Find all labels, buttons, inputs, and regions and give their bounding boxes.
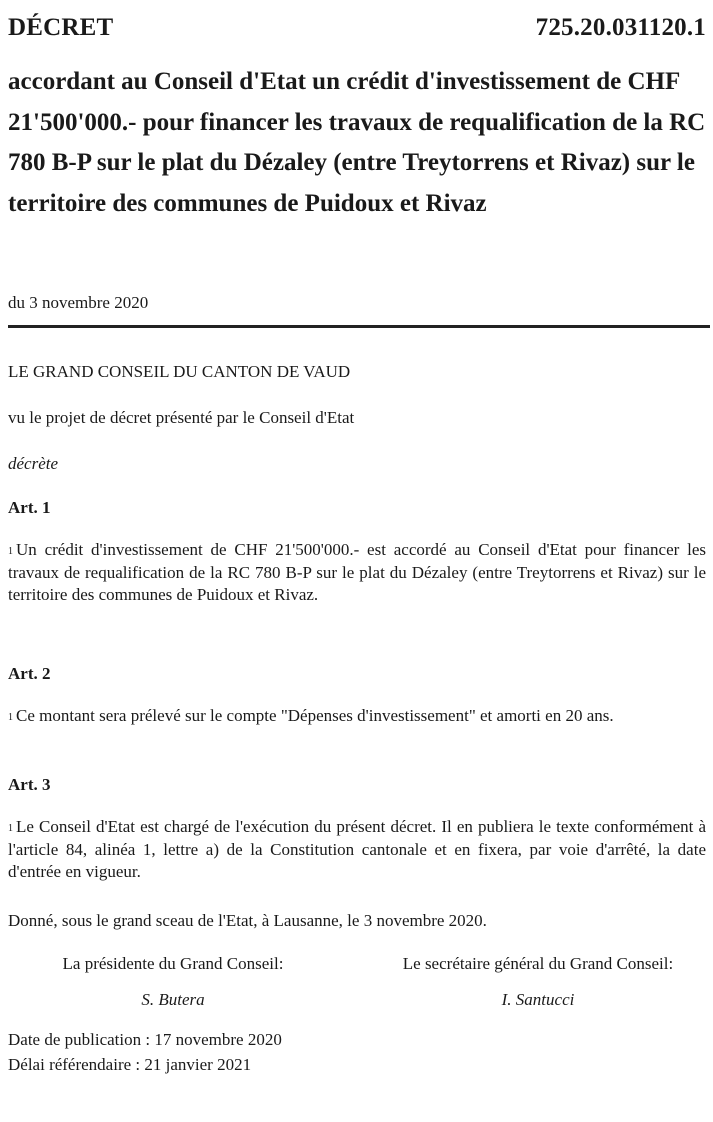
article-1-text bbox=[8, 539, 706, 607]
article-1-body: Un crédit d'investissement de CHF 21'500'000.- est accordé au Conseil d'Etat pour financer les travaux de requalification de la RC 780 B-P sur le plat du Dézaley (entre Treytorrens et Rivaz) sur le territoire des communes de Puidoux et Rivaz. bbox=[8, 540, 706, 604]
article-3-heading: Art. 3 bbox=[8, 775, 51, 794]
decree-title: accordant au Conseil d'Etat un crédit d'investissement de CHF 21'500'000.- pour financer les travaux de requalification de la RC 780 B-P sur le plat du Dézaley (entre Treytorrens et Rivaz) sur le territoire des communes de Puidoux et Rivaz bbox=[8, 68, 706, 217]
article-3-body: Le Conseil d'Etat est chargé de l'exécution du présent décret. Il en publiera le texte conformément à l'article 84, alinéa 1, lettre a) de la Constitution cantonale et en fixera, par voie d'arrêté, la date d'entrée en vigueur. bbox=[8, 817, 706, 881]
given-line: Donné, sous le grand sceau de l'Etat, à Lausanne, le 3 novembre 2020. bbox=[8, 911, 487, 930]
article-1-heading: Art. 1 bbox=[8, 498, 51, 517]
article-3-alinea-number: 1 bbox=[8, 823, 13, 834]
decree-word bbox=[8, 453, 706, 476]
document-type: DÉCRET bbox=[8, 14, 114, 41]
article-1-alinea-number: 1 bbox=[8, 546, 13, 557]
decree-verb: décrète bbox=[8, 454, 59, 473]
president-name: S. Butera bbox=[141, 990, 205, 1009]
decree-date: du 3 novembre 2020 bbox=[8, 293, 149, 312]
article-2-heading: Art. 2 bbox=[8, 664, 51, 683]
article-3-text bbox=[8, 816, 706, 884]
header-divider bbox=[8, 325, 710, 328]
document-number: 725.20.031120.1 bbox=[535, 14, 706, 41]
publication-date: Date de publication : 17 novembre 2020 bbox=[8, 1030, 282, 1049]
president-title: La présidente du Grand Conseil: bbox=[62, 954, 284, 973]
preamble-line: vu le projet de décret présenté par le Conseil d'Etat bbox=[8, 408, 355, 427]
document-header bbox=[8, 14, 706, 42]
authority-line: LE GRAND CONSEIL DU CANTON DE VAUD bbox=[8, 362, 351, 381]
article-2-text bbox=[8, 705, 706, 728]
secretary-title: Le secrétaire général du Grand Conseil: bbox=[402, 954, 674, 973]
article-2-body: Ce montant sera prélevé sur le compte "Dépenses d'investissement" et amorti en 20 ans. bbox=[16, 706, 614, 725]
referendum-deadline: Délai référendaire : 21 janvier 2021 bbox=[8, 1055, 252, 1074]
secretary-name: I. Santucci bbox=[501, 990, 575, 1009]
article-2-alinea-number: 1 bbox=[8, 712, 13, 723]
